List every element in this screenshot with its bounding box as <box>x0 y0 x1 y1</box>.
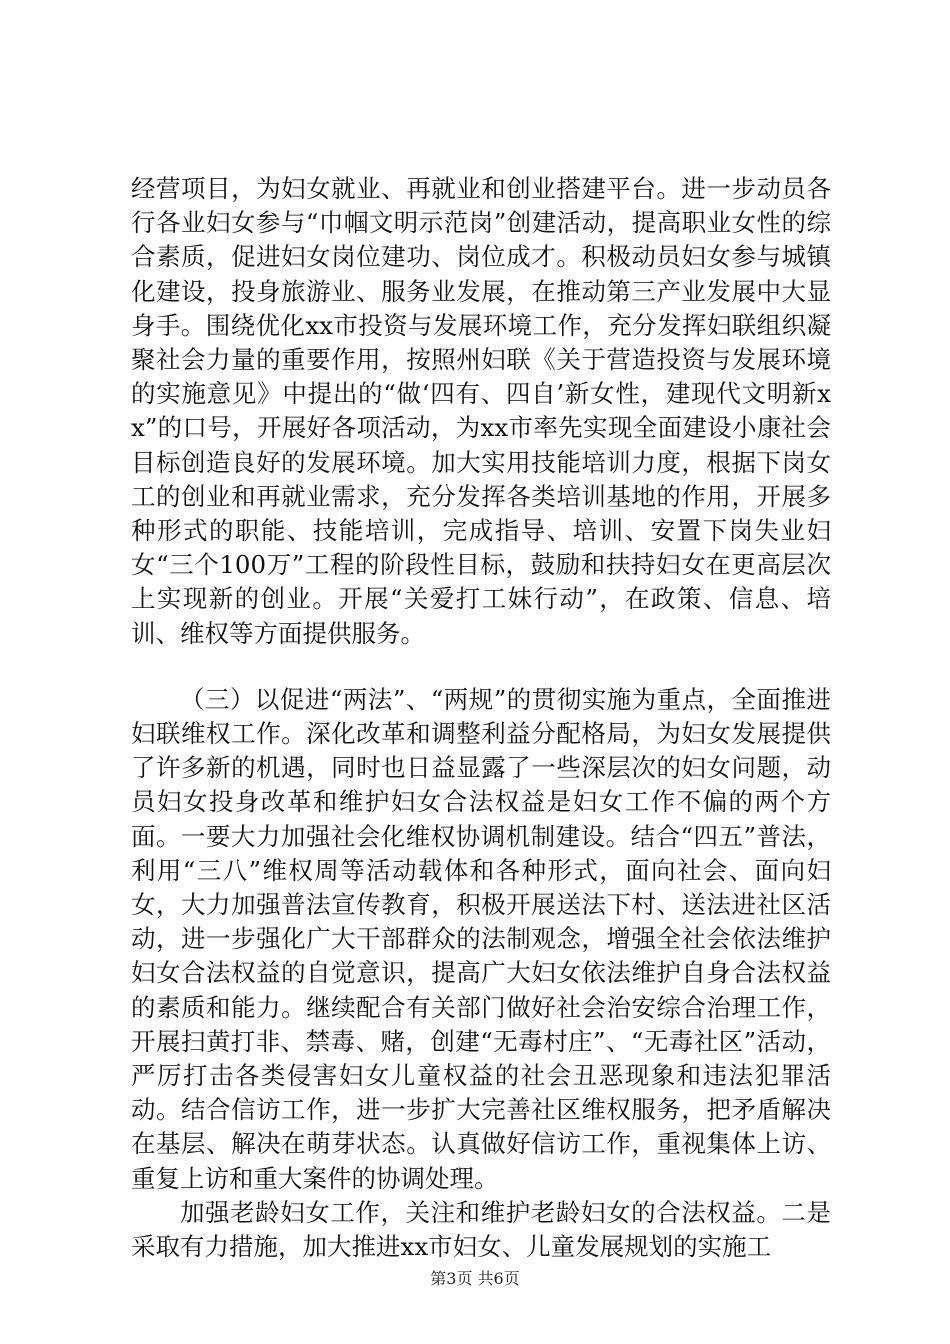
page-number-footer: 第3页 共6页 <box>430 1269 520 1288</box>
paragraph-elderly-women: 加强老龄妇女工作，关注和维护老龄妇女的合法权益。二是采取有力措施，加大推进xx市妇女、儿童发展规划的实施工 <box>131 1197 831 1262</box>
paragraph-rights-protection: （三）以促进“两法”、“两规”的贯彻实施为重点，全面推进妇联维权工作。深化改革和调整利益分配格局，为妇女发展提供了许多新的机遇，同时也日益显露了一些深层次的妇女问题，动员妇女投身改革和维护妇女合法权益是妇女工作不偏的两个方面。一要大力加强社会化维权协调机制建设。结合“四五”普法，利用“三八”维权周等活动载体和各种形式，面向社会、面向妇女，大力加强普法宣传教育，积极开展送法下村、送法进社区活动，进一步强化广大干部群众的法制观念，增强全社会依法维护妇女合法权益的自觉意识，提高广大妇女依法维护自身合法权益的素质和能力。继续配合有关部门做好社会治安综合治理工作，开展扫黄打非、禁毒、赌，创建“无毒村庄”、“无毒社区”活动，严厉打击各类侵害妇女儿童权益的社会丑恶现象和违法犯罪活动。结合信访工作，进一步扩大完善社区维权服务，把矛盾解决在基层、解决在萌芽状态。认真做好信访工作，重视集体上访、重复上访和重大案件的协调处理。 <box>131 684 831 1193</box>
paragraph-spacer <box>131 651 831 683</box>
document-body <box>131 172 831 1264</box>
paragraph-employment: 经营项目，为妇女就业、再就业和创业搭建平台。进一步动员各行各业妇女参与“巾帼文明示范岗”创建活动，提高职业女性的综合素质，促进妇女岗位建功、岗位成才。积极动员妇女参与城镇化建设，投身旅游业、服务业发展，在推动第三产业发展中大显身手。围绕优化xx市投资与发展环境工作，充分发挥妇联组织凝聚社会力量的重要作用，按照州妇联《关于营造投资与发展环境的实施意见》中提出的“做‘四有、四自’新女性，建现代文明新xx”的口号，开展好各项活动，为xx市率先实现全面建设小康社会目标创造良好的发展环境。加大实用技能培训力度，根据下岗女工的创业和再就业需求，充分发挥各类培训基地的作用，开展多种形式的职能、技能培训，完成指导、培训、安置下岗失业妇女“三个100万”工程的阶段性目标，鼓励和扶持妇女在更高层次上实现新的创业。开展“关爱打工妹行动”，在政策、信息、培训、维权等方面提供服务。 <box>131 174 831 648</box>
